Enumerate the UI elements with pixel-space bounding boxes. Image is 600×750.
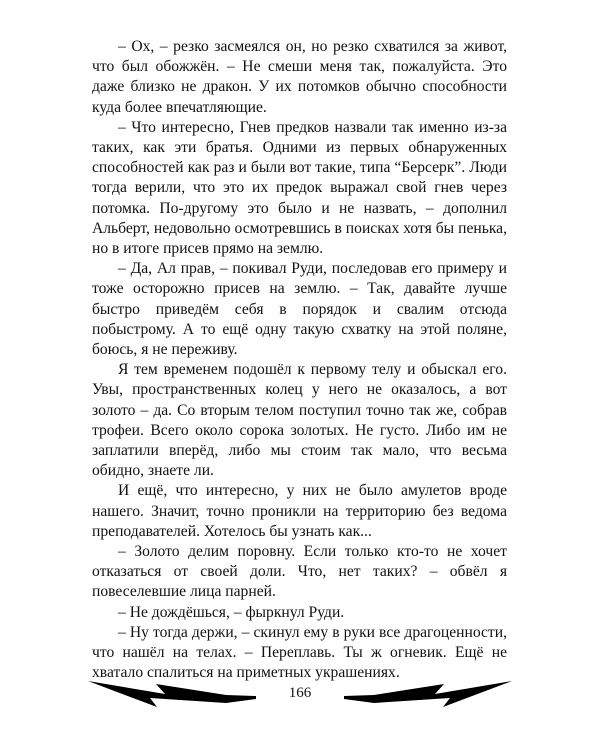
left-lightning-bolt <box>88 681 256 707</box>
page-number: 166 <box>288 685 312 701</box>
paragraph: – Что интересно, Гнев предков назвали так именно из-за таких, как эти братья. Одними из первых обнаруженных способностей как раз и были вот такие, типа “Берсерк”. Люди тогда верили, что это их предок выражал свой гнев через потомка. По-другому это было и не назвать, – дополнил Альберт, недовольно осмотревшись в поисках хотя бы пенька, но в итоге присев прямо на землю. <box>92 118 507 258</box>
right-lightning-bolt <box>344 681 512 707</box>
page-footer <box>0 672 600 722</box>
body-text <box>92 37 507 684</box>
paragraph: – Ну тогда держи, – скинул ему в руки все драгоценности, что нашёл на телах. – Переплавь. Ты ж огневик. Ещё не хватало спалиться на приметных украшениях. <box>92 623 507 682</box>
paragraph: – Не дождёшься, – фыркнул Руди. <box>118 603 345 621</box>
paragraph: – Ох, – резко засмеялся он, но резко схватился за живот, что был обожжён. – Не смеши меня так, пожалуйста. Это даже близко не дракон. У их потомков обычно способности куда более впечатляющие. <box>92 38 507 116</box>
paragraph: – Золото делим поровну. Если только кто-то не хочет отказаться от своей доли. Что, нет таких? – обвёл я повеселевшие лица парней. <box>92 543 507 601</box>
paragraph: И ещё, что интересно, у них не было амулетов вроде нашего. Значит, точно проникли на территорию без ведома преподавателей. Хотелось бы узнать как... <box>92 482 507 540</box>
paragraph: – Да, Ал прав, – покивал Руди, последовав его примеру и тоже осторожно присев на землю. – Так, давайте лучше быстро приведём себя в порядок и свалим отсюда побыстрому. А то ещё одну такую схватку на этой поляне, боюсь, я не переживу. <box>92 260 507 359</box>
paragraph: Я тем временем подошёл к первому телу и обыскал его. Увы, пространственных колец у него не оказалось, а вот золото – да. Со вторым телом поступил точно так же, собрав трофеи. Всего около сорока золотых. Не густо. Либо им не заплатили вперёд, либо мы стоим так мало, что весьма обидно, знаете ли. <box>92 361 507 480</box>
